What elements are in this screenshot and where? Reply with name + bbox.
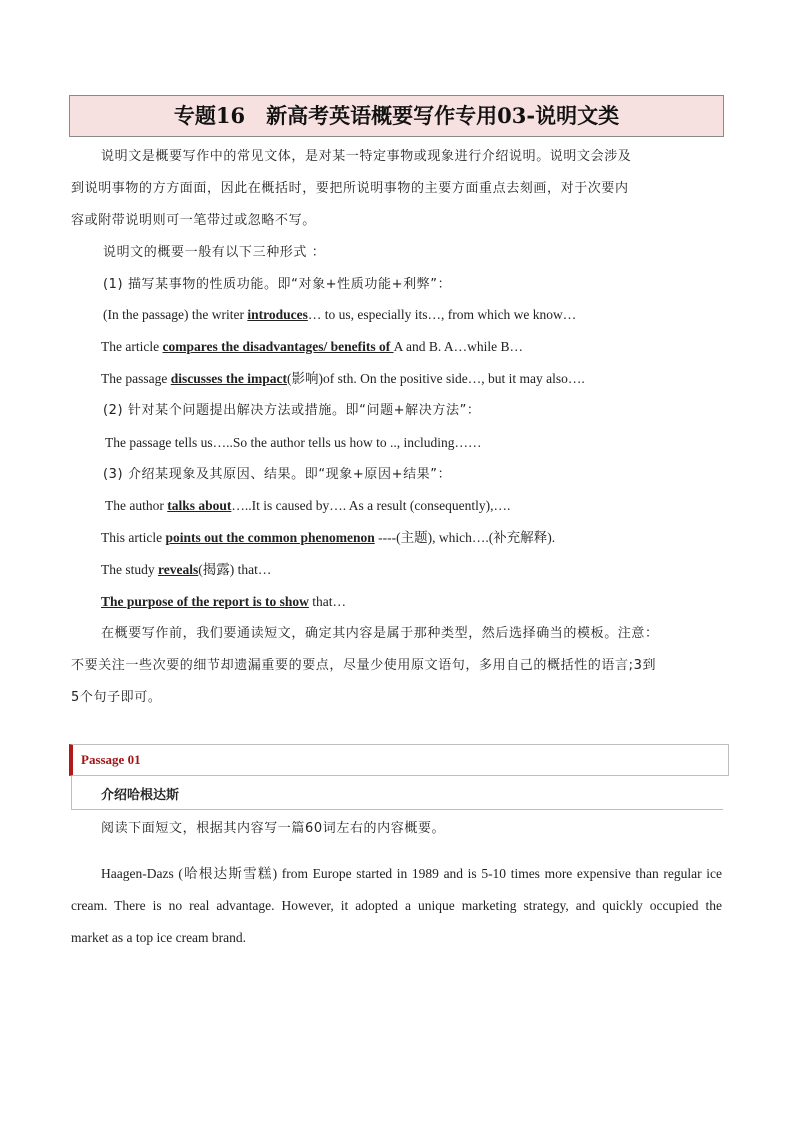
passage-header bbox=[69, 744, 729, 776]
template-text: The passage bbox=[101, 371, 171, 386]
template-keyword: introduces bbox=[247, 307, 308, 322]
template-text: (In the passage) the writer bbox=[103, 307, 248, 322]
advice-line-3: 5个句子即可。 bbox=[71, 690, 162, 705]
template-line bbox=[105, 496, 757, 516]
forms-heading: 说明文的概要一般有以下三种形式 ： bbox=[103, 245, 326, 260]
form1-heading: (1) 描写某事物的性质功能。即“对象+性质功能+利弊”： bbox=[103, 277, 452, 292]
template-line bbox=[101, 369, 753, 389]
passage-subheader bbox=[71, 776, 723, 810]
passage-text-line-2: cream. There is no real advantage. However, it adopted a unique marketing strategy, and quickly occupied the bbox=[71, 898, 722, 913]
intro-line-2: 到说明事物的方方面面，因此在概括时，要把所说明事物的主要方面重点去刻画，对于次要内 bbox=[71, 181, 629, 196]
advice-line-2: 不要关注一些次要的细节却遗漏重要的要点，尽量少使用原文语句，多用自己的概括性的语言;3到 bbox=[71, 658, 657, 673]
template-keyword: discusses the impact bbox=[170, 371, 287, 386]
form2-heading: (2) 针对某个问题提出解决方法或措施。即“问题+解决方法”： bbox=[103, 403, 481, 418]
passage-text-line-3: market as a top ice cream brand. bbox=[71, 930, 247, 945]
template-text: … to us, especially its…, from which we know… bbox=[307, 307, 577, 322]
template-text: that… bbox=[308, 594, 347, 609]
template-keyword: compares the disadvantages/ benefits of bbox=[162, 339, 394, 354]
template-line bbox=[101, 592, 753, 612]
template-text: (影响)of sth. On the positive side…, but it may also…. bbox=[287, 371, 585, 386]
passage-label: Passage 01 bbox=[81, 752, 141, 767]
advice-line-1: 在概要写作前，我们要通读短文，确定其内容是属于那种类型，然后选择确当的模板。注意： bbox=[101, 626, 659, 641]
template-line: The passage tells us…..So the author tells us how to .., including…… bbox=[105, 435, 482, 450]
template-line bbox=[101, 337, 753, 357]
template-keyword: points out the common phenomenon bbox=[165, 530, 375, 545]
intro-line-3: 容或附带说明则可一笔带过或忽略不写。 bbox=[71, 213, 316, 228]
template-text: (揭露) that… bbox=[198, 562, 272, 577]
template-keyword: reveals bbox=[158, 562, 199, 577]
template-text: ----(主题), which….(补充解释). bbox=[374, 530, 556, 545]
template-line bbox=[101, 528, 753, 548]
template-text: …..It is caused by…. As a result (consequently),…. bbox=[231, 498, 511, 513]
passage-subtitle: 介绍哈根达斯 bbox=[101, 788, 180, 803]
template-text: The article bbox=[101, 339, 163, 354]
intro-line-1: 说明文是概要写作中的常见文体，是对某一特定事物或现象进行介绍说明。说明文会涉及 bbox=[101, 149, 632, 164]
template-text: This article bbox=[101, 530, 166, 545]
template-line bbox=[101, 560, 753, 580]
passage-instruction: 阅读下面短文，根据其内容写一篇60词左右的内容概要。 bbox=[101, 821, 446, 836]
page-title: 专题16 新高考英语概要写作专用03-说明文类 bbox=[69, 95, 724, 137]
template-text: The study bbox=[101, 562, 158, 577]
template-keyword: talks about bbox=[167, 498, 232, 513]
form3-heading: (3) 介绍某现象及其原因、结果。即“现象+原因+结果”： bbox=[103, 467, 452, 482]
template-line bbox=[103, 305, 755, 325]
template-text: The author bbox=[105, 498, 168, 513]
template-text: A and B. A…while B… bbox=[393, 339, 523, 354]
template-keyword: The purpose of the report is to show bbox=[101, 594, 309, 609]
passage-text-line-1: Haagen-Dazs (哈根达斯雪糕) from Europe started in 1989 and is 5-10 times more expensive than regular ice bbox=[101, 866, 722, 881]
